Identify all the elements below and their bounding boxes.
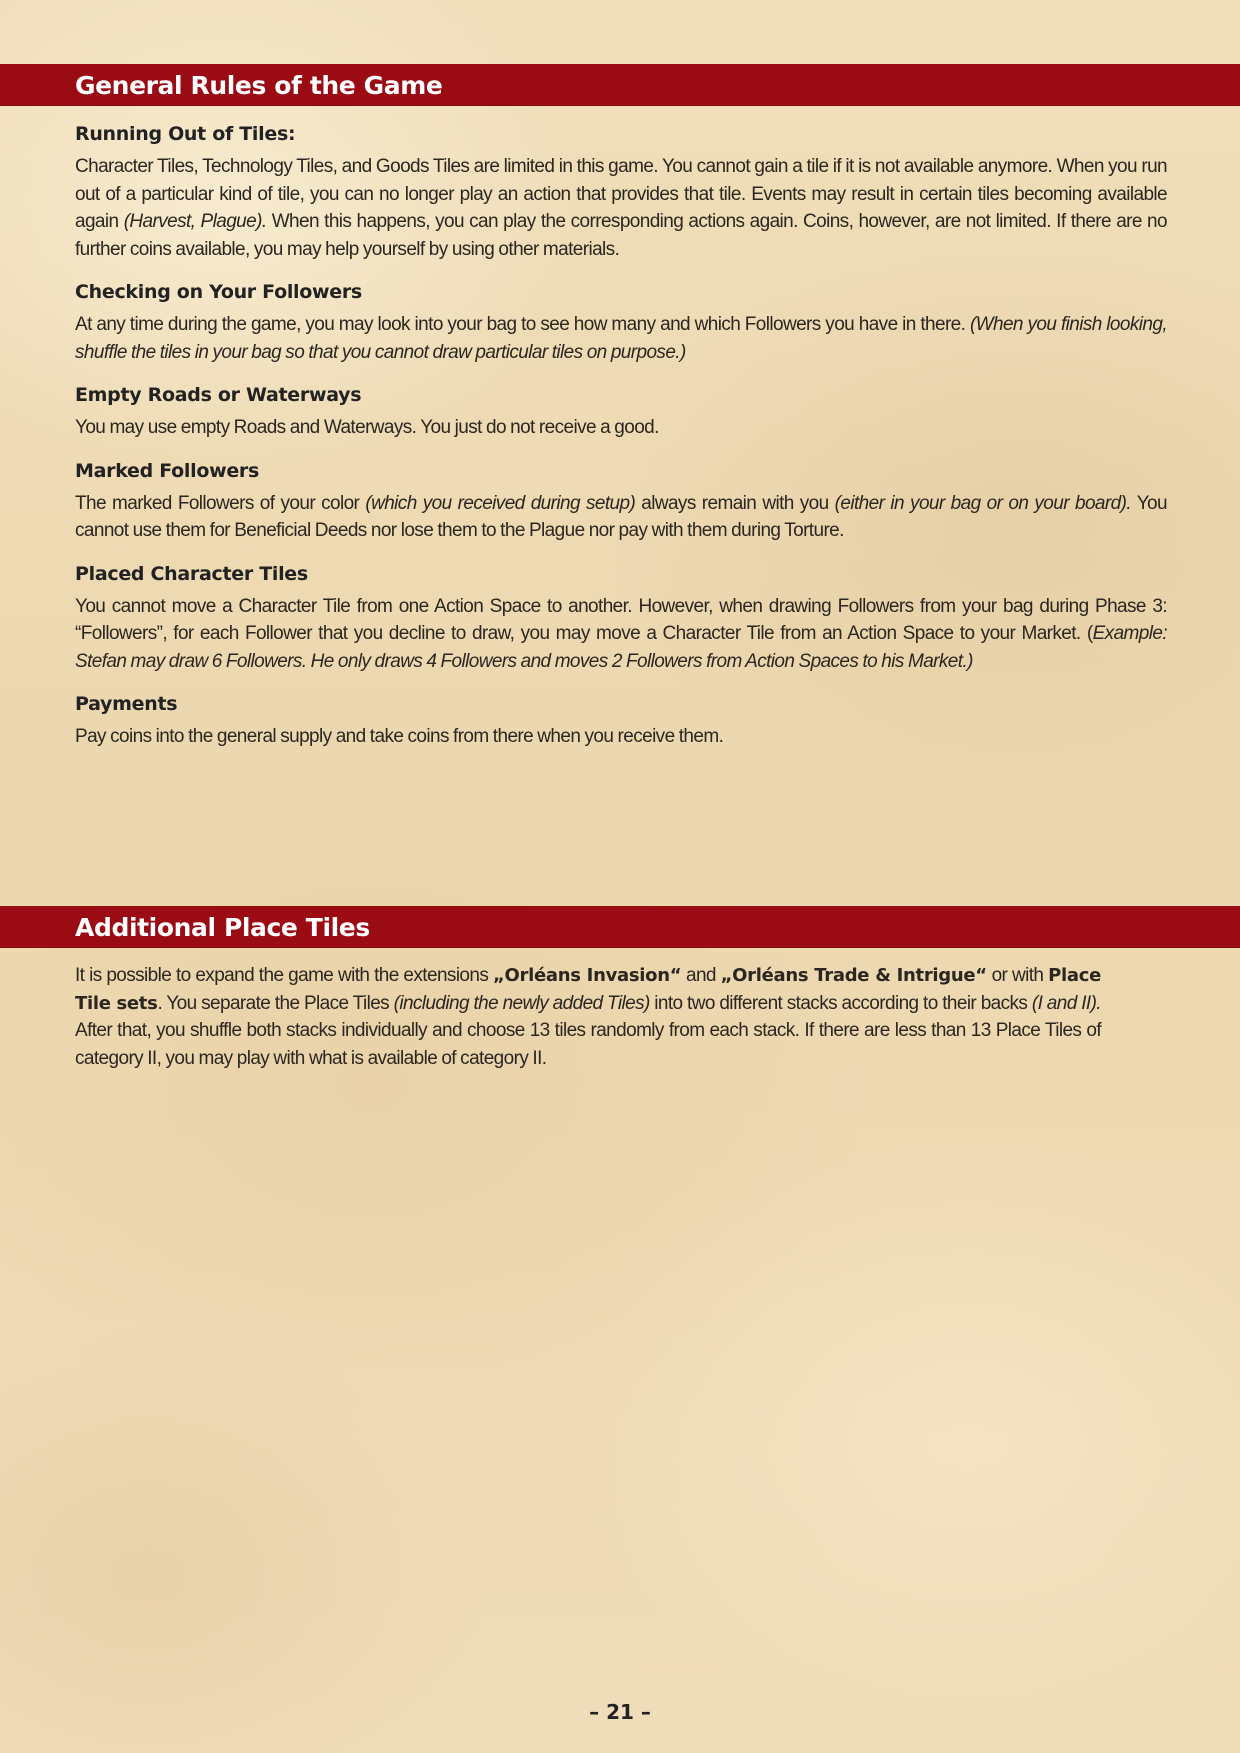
text-run: always remain with you	[635, 492, 835, 514]
text-run: After that, you shuffle both stacks individually and choose 13 tiles randomly from each stack. If there are less than 13 Place Tiles of category II, you may play with what is available of category II.	[75, 1020, 1101, 1069]
rule-text	[75, 414, 1167, 442]
text-run: Character Tiles, Technology Tiles, and Goods Tiles are limited in this game. You cannot gain a tile if it is not available anymore. When you run out of a particular kind of tile, you can no longer play an action that provides that tile. Events may result in certain tiles becoming available again	[75, 156, 1167, 232]
rule-heading: Marked Followers	[75, 459, 259, 482]
section-header-band	[0, 64, 1240, 106]
text-run: or with	[986, 965, 1049, 986]
rule-heading: Running Out of Tiles:	[75, 123, 296, 145]
text-run: You may use empty Roads and Waterways. You just do not receive a good.	[75, 417, 659, 438]
italic-run: (When you finish looking, shuffle the tiles in your bag so that you cannot draw particular tiles on purpose.)	[75, 314, 1167, 363]
text-run: At any time during the game, you may look into your bag to see how many and which Followers you have in there.	[75, 314, 970, 335]
rule-text	[75, 593, 1167, 676]
section-title-general-rules: General Rules of the Game	[75, 71, 443, 100]
italic-run: Example: Stefan may draw 6 Followers. He only draws 4 Followers and moves 2 Followers from Action Spaces to his Market.)	[75, 623, 1167, 672]
text-run: You cannot move a Character Tile from one Action Space to another. However, when drawing Followers from your bag during Phase 3: “Followers”, for each Follower that you decline to draw, you may move a Character Tile from an Action Space to your Market. (	[75, 595, 1167, 644]
section-header-band	[0, 906, 1240, 948]
rule-text	[75, 723, 1167, 751]
italic-run: (either in your bag or on your board).	[834, 492, 1131, 514]
rule-empty-roads	[75, 382, 1167, 442]
italic-run: (Harvest, Plague).	[123, 211, 267, 232]
rule-text	[75, 153, 1167, 263]
bold-run: „Orléans Invasion“	[493, 965, 682, 986]
rule-heading: Checking on Your Followers	[75, 281, 362, 303]
italic-run: (I and II).	[1031, 992, 1101, 1014]
text-run: . You separate the Place Tiles	[157, 992, 394, 1014]
rule-marked-followers	[75, 458, 1167, 545]
text-run: It is possible to expand the game with the extensions	[75, 965, 493, 986]
bold-run: „Orléans Trade & Intrigue“	[720, 965, 987, 986]
text-run: and	[681, 965, 721, 986]
additional-place-tiles-content	[75, 962, 1101, 1072]
additional-place-tiles-text	[75, 962, 1101, 1072]
rule-heading: Placed Character Tiles	[75, 562, 308, 585]
text-run: You cannot use them for Beneficial Deeds nor lose them to the Plague nor pay with them during Torture.	[75, 492, 1167, 541]
text-run: The marked Followers of your color	[75, 492, 366, 514]
text-run: Pay coins into the general supply and take coins from there when you receive them.	[75, 726, 724, 747]
text-run: into two different stacks according to their backs	[649, 992, 1032, 1014]
rule-heading: Payments	[75, 693, 178, 715]
general-rules-content	[75, 121, 1167, 767]
bold-run: Place Tile sets	[75, 965, 1101, 1014]
italic-run: (including the newly added Tiles)	[393, 992, 650, 1014]
section-title-additional-place-tiles: Additional Place Tiles	[75, 913, 370, 942]
rule-text	[75, 490, 1167, 545]
rule-placed-character-tiles	[75, 561, 1167, 676]
page-number: – 21 –	[589, 1700, 651, 1724]
rule-text	[75, 311, 1167, 366]
rule-heading: Empty Roads or Waterways	[75, 384, 362, 406]
text-run: When this happens, you can play the corresponding actions again. Coins, however, are not limited. If there are no further coins available, you may help yourself by using other materials.	[75, 211, 1167, 260]
italic-run: (which you received during setup)	[365, 492, 636, 514]
rule-payments	[75, 691, 1167, 751]
rule-running-out-of-tiles	[75, 121, 1167, 263]
rule-checking-followers	[75, 279, 1167, 366]
